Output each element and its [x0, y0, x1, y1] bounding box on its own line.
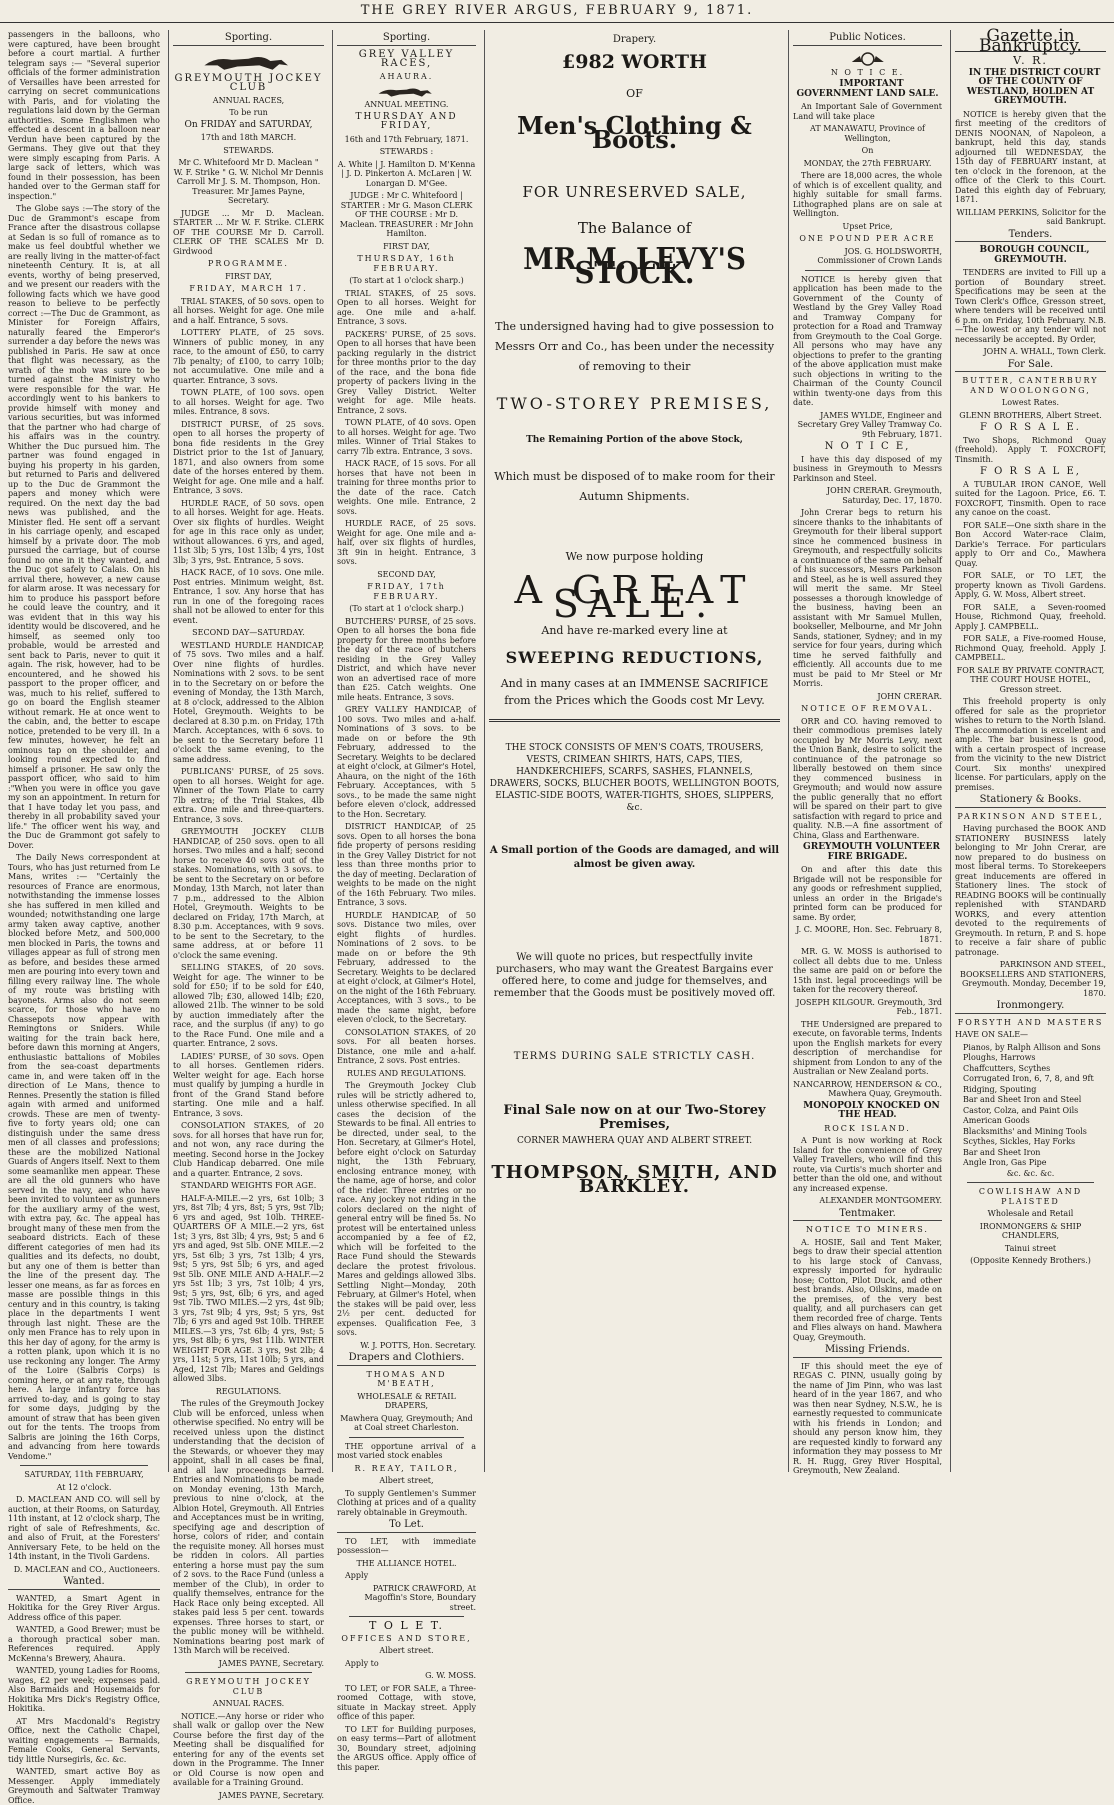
hotel-sale-body: This freehold property is only offered for sale as the proprietor wishes to return to the North Island. The accommodation is excellent and ample. The bar business is good, with a certain prospect of increase from the vicinity to the new District Court. Six months' unexpired license. For particulars, apply on the premises. — [955, 697, 1106, 792]
ad-quote-prices: We will quote no prices, but respectfully invite purchasers, who may want the Greatest Bargains ever offered here, to come and judge for themselves, and remember that the Goods must be positively moved off. — [493, 952, 776, 999]
land-sale-title: IMPORTANT GOVERNMENT LAND SALE. — [796, 79, 939, 99]
sale-ad: FOR SALE, a Five-roomed House, Richmond Quay, freehold. Apply J. CAMPBELL. — [955, 634, 1106, 662]
ad-of: OF — [626, 87, 643, 100]
section-heading-to-let: To Let. — [337, 1520, 476, 1533]
sale-ad: FOR SALE, a Seven-roomed House, Richmond Quay, freehold. Apply J. CAMPBELL. — [955, 602, 1106, 631]
to-let-ad: TO LET, with immediate possession— — [337, 1536, 476, 1555]
news-paragraph: passengers in the balloons, who were captured, have been brought before a court martial. A further telegram says :— "Several superior officials of the former administration of Versailles have been arrested for carrying on secret communications with Paris, and for violating the regulations laid down by the German authorities. Some Englishmen who effected a descent in a balloon near Verdun have been captured by the Germans. They give out that they were simply escaping from Paris. A large sack of letters, which was found in their possession, has been handed over to the German staff for inspection." — [8, 30, 160, 201]
column-sporting-ahaura — [332, 30, 480, 1772]
day-time: (To start at 1 o'clock sharp.) — [349, 276, 464, 285]
column-public-notices — [788, 30, 946, 1475]
butter-signature: GLENN BROTHERS, Albert Street. — [959, 410, 1102, 420]
race-title: GREY VALLEY RACES, — [358, 48, 455, 69]
ad-corner-address: CORNER MAWHERA QUAY AND ALBERT STREET. — [516, 1136, 753, 1146]
programme-heading: PROGRAMME. — [208, 259, 289, 268]
to-let-name: THE ALLIANCE HOTEL. — [356, 1558, 457, 1568]
ad-final-sale: Final Sale now on at our Two-Storey Premises, — [503, 1103, 766, 1132]
crerar-body: I have this day disposed of my business in Greymouth to Messrs Parkinson and Steel. — [793, 454, 942, 483]
rules-text: The Greymouth Jockey Club rules will be strictly adhered to, unless otherwise specified. In all cases the decision of the Stewards to be final. All entries to be directed, under seal, to the Hon. Secretary, at Gilmer's Hotel, before eight o'clock on Saturday night, the 13th February, enclosing entrance money, with the name, age of horse, and color of the rider. Three entries or no race. Any jockey not riding in the colors declared on the night of general entry will be fined 5s. No protest will be entertained unless accompanied by a fee of £2, which will be forfeited to the Race Fund should the Stewards declare the protest frivolous. Mares and geldings allowed 3lbs. Settling Night—Monday, 20th February, at Gilmer's Hotel, when the stakes will be paid over, less 2½ per cent. deducted for expenses. Qualification Fee, 3 sovs. — [337, 1081, 476, 1337]
column-gazette — [950, 26, 1110, 1472]
tentmaker-body: A. HOSIE, Sail and Tent Maker, begs to draw their special attention to his large stock of Canvass, expressly imported for hydraulic hose; Cotton, Pilot Duck, and other best brands. Also, Oilskins, made on the premises, of the very best quality, and all purchasers can get them recorded free of charge. Tents and Flies always on hand. Mawhera Quay, Greymouth. — [793, 1237, 942, 1342]
ironmongery-item: Chaffcutters, Scythes — [963, 1063, 1051, 1073]
masthead: THE GREY RIVER ARGUS, FEBRUARY 9, 1871. — [0, 0, 1114, 23]
stewards-heading: STEWARDS : — [379, 147, 434, 156]
race-item: TOWN PLATE, of 40 sovs. Open to all horses. Weight for age. Two miles. Winner of Trial Stakes to carry 7lb extra. Entrance, 3 sovs. — [337, 418, 476, 456]
drapers-address: Mawhera Quay, Greymouth; And at Coal street Charleston. — [340, 1413, 473, 1432]
ironmongery-item: Angle Iron, Gas Pipe — [963, 1158, 1047, 1167]
race-item: DISTRICT PURSE, of 25 sovs. open to all horses the property of bona fide residents in the Grey District prior to the 1st of January, 1871, and also owners from some date of the horses entered by them. Weight for age. One mile and a half. Entrance, 3 sovs. — [173, 419, 324, 495]
monopoly-title: MONOPOLY KNOCKED ON THE HEAD. — [803, 1100, 940, 1120]
race-subtitle: To be run — [229, 108, 268, 117]
ironmongery-title: FORSYTH AND MASTERS — [957, 1017, 1104, 1027]
section-heading-ironmongery: Ironmongery. — [955, 1001, 1106, 1014]
race-item: WESTLAND HURDLE HANDICAP, of 75 sovs. Two miles and a half. Over nine flights of hurdles. Nominations with 2 sovs. to be sent in to the Secretary on or before the evening of Monday, the 13th March, at 8 o'clock, addressed to the Albion Hotel, Greymouth. Weights to be declared at 8.30 p.m. on Friday, 17th March. Acceptances, with 6 sovs. to be sent to the Secretary before 11 o'clock the same evening, to the same address. — [173, 640, 324, 764]
ad-remaining-portion: The Remaining Portion of the above Stock, — [526, 435, 743, 445]
stewards-list: Mr C. Whitefoord Mr D. Maclean " W. F. Strike " G. W. Nichol Mr Dennis Carroll Mr J. S. M. Thompson, Hon. Treasurer. Mr James Payne, Secretary. — [173, 158, 324, 205]
meeting-heading: ANNUAL MEETING. — [364, 100, 449, 109]
day-date: THURSDAY, 16th FEBRUARY. — [357, 254, 456, 273]
nancarrow-signature: NANCARROW, HENDERSON & CO., Mawhera Quay, Greymouth. — [793, 1079, 942, 1098]
divider — [349, 1437, 464, 1438]
drapers-title: THOMAS AND M'BEATH, — [366, 1369, 447, 1388]
court-heading: IN THE DISTRICT COURT OF THE COUNTY OF WESTLAND, HOLDEN AT GREYMOUTH. — [966, 67, 1101, 106]
divider — [967, 1182, 1094, 1183]
ironmongery-item: &c. &c. &c. — [1006, 1168, 1055, 1178]
sale-ad: FOR SALE, or TO LET, the property known as Tivoli Gardens. Apply, G. W. Moss, Albert street. — [955, 571, 1106, 599]
section-heading-for-sale: For Sale. — [955, 360, 1106, 373]
nancarrow-notice: THE Undersigned are prepared to execute, on favorable terms, Indents upon the English markets for every description of merchandise for shipment from London to any of the Australian or New Zealand ports. — [793, 1019, 942, 1076]
race-item: GREY VALLEY HANDICAP, of 100 sovs. Two miles and a-half. Nominations of 3 sovs. to be made on or before the 9th February, addressed to the Secretary. Weights to be declared at eight o'clock, at Gilmer's Hotel, Ahaura, on the night of the 16th February. Acceptances, with 5 sovs., to be made the same night before eleven o'clock, addressed to the Hon. Secretary. — [337, 705, 477, 819]
land-sale-signature: JOS. G. HOLDSWORTH, Commissioner of Crown Lands — [817, 246, 942, 265]
weights-heading: STANDARD WEIGHTS FOR AGE. — [180, 1181, 317, 1190]
news-paragraph: The Daily News correspondent at Tours, who has just returned from Le Mans, writes :— "Certainly the resources of France are enormous, notwithstanding the immense losses she has suffered in men killed and wounded; notwithstanding one large army taken away captive, another blocked before Metz, and 500,000 men blocked in Paris, the towns and villages appear as full of strong men as before, and besides these armed men are pouring into every town and filling every railway line. The whole of my route was bristling with bayonets. Arms also do not seem scarce, for those who have no Chassepots now appear with Remingtons or Sniders. While waiting for the train back here, before dawn this morning at Angers, enthusiastic battalions of Mobiles from the sea-coast departments came in, and were taken off in the direction of Le Mans, thence to Rennes. Presently the station is filled again with armed and uniformed crowds. These are men of twenty-five to forty years old; one can distinguish under the same dress men of all classes and professions; these are the mobilized National Guards of Angers itself. Next to them some seamanlike men appear. These are all the old gunners who have served in the navy, and who have been invited to volunteer as gunners for the auxiliary army of the west, with extra pay, &c. The appeal has brought many of these men from the seaboard districts. Each of these different categories of men had its qualities and its defects, no doubt, but any one of them is better than the line of the present day. The lesser one means, as far as forces en masse are possible things in this century and in this country, is taking place in the departments I went through last night. These are the only men France has to rely upon in this her day of agony, for the army is a rotten plank, upon which it is no use reckoning any longer. The Army of the Loire (Salbris Corps) is coming here, or at any rate, through here. A large infantry force has arrived to-day, and is going to stay for some days, judging by the amount of straw that has been given out for the tents. The troops from Salbris are joining the 16th Corps, and advancing from here towards Vendome." — [8, 853, 160, 1461]
day-heading: FIRST DAY, — [225, 271, 272, 281]
race-item: HURDLE HANDICAP, of 50 sovs. Distance two miles, over eight flights of hurdles. Nominations of 2 sovs. to be made on or before the 9th February, addressed to the Secretary. Weights to be declared at eight o'clock, at Gilmer's Hotel, on the night of the 16th February. Acceptances, with 3 sovs., to be made the same night, before eleven o'clock, to the Secretary. — [337, 910, 477, 1024]
wanted-ad: WANTED, a Good Brewer; must be a thorough practical sober man. References required. Apply McKenna's Brewery, Ahaura. — [8, 1625, 160, 1663]
race-item: PUBLICANS' PURSE, of 25 sovs. open to all horses. Weight for age. Winner of the Town Plate to carry 7lb extra; of the Trial Stakes, 4lb extra. One mile and three-quarters. Entrance, 3 sovs. — [173, 767, 324, 824]
day-heading: SECOND DAY, — [377, 569, 436, 579]
auction-date: SATURDAY, 11th FEBRUARY, — [24, 1470, 144, 1479]
section-heading-tenders: Tenders. — [955, 230, 1106, 243]
ironmongery-sub: HAVE ON SALE— — [955, 1030, 1029, 1039]
ironmongery-item: Corrugated Iron, 6, 7, 8, and 9ft — [963, 1074, 1094, 1083]
fire-brigade-title: GREYMOUTH VOLUNTEER FIRE BRIGADE. — [803, 842, 940, 862]
divider — [20, 1465, 148, 1466]
land-price-heading: Upset Price, — [842, 221, 893, 231]
tailor-name: R. REAY, TAILOR, — [354, 1463, 459, 1473]
ad-body-possession: The undersigned having had to give possession to Messrs Orr and Co., has been under the necessity of removing to their — [494, 320, 775, 373]
ad-terms: TERMS DURING SALE STRICTLY CASH. — [513, 1051, 756, 1062]
crerar-thanks: John Crerar begs to return his sincere thanks to the inhabitants of Greymouth for their liberal support since he commenced business in Greymouth, and respectfully solicits a continuance of the same on behalf of his successors, Messrs Parkinson and Steel, as he is well assured they will merit the same. Mr Steel possesses a thorough knowledge of the business, having been an assistant with Mr Samuel Mullen, bookseller, Melbourne, and Mr John Sands, stationer, Sydney; and in my service for four years, during which time he served faithfully and efficiently. All accounts due to me must be paid to Mr Steel or Mr Morris. — [793, 508, 942, 688]
auction-signature: D. MACLEAN and CO., Auctioneers. — [13, 1564, 160, 1574]
hotel-sale-title: FOR SALE BY PRIVATE CONTRACT, THE COURT HOUSE HOTEL, Gresson street. — [956, 665, 1105, 694]
column-sporting-greymouth — [168, 30, 328, 1800]
stewards-list: A. White | J. Hamilton D. M'Kenna | J. D. Pinkerton A. McLaren | W. Lonargan D. M'Gee. — [337, 159, 476, 188]
race-item: LOTTERY PLATE, of 25 sovs. Winners of public money, in any race, to the amount of £50, to carry 7lb penalty; of £100, to carry 10lb; not accumulative. One mile and a quarter. Entrance, 3 sovs. — [173, 328, 324, 385]
ad-headline-levy-stock: MR M. LEVY'S STOCK. — [523, 242, 746, 291]
tailor-street: Albert street, — [379, 1476, 434, 1485]
to-let-apply: Apply — [345, 1571, 369, 1580]
sale-title: F O R S A L E, — [980, 466, 1081, 477]
race-item: HURDLE RACE, of 50 sovs. open to all horses. Weight for age. Heats. Over six flights of hurdles. Weight for age in this race only as under, without allowances. 6 yrs, and aged, 11st 3lb; 5 yrs, 10st 13lb; 4 yrs, 10st 3lb; 3 yrs, 9st. Entrance, 5 sovs. — [173, 498, 324, 565]
to-let-signature: PATRICK CRAWFORD, At Magoffin's Store, Boundary street. — [364, 1583, 476, 1612]
to-let-body: OFFICES AND STORE, — [341, 1633, 472, 1643]
race-subtitle: ANNUAL RACES, — [212, 95, 285, 105]
ironmongery-item: Scythes, Sickles, Hay Forks — [963, 1137, 1076, 1146]
column-drapery-ad — [484, 30, 784, 1472]
ad-sacrifice: And in many cases at an IMMENSE SACRIFICE from the Prices which the Goods cost Mr Levy. — [500, 677, 769, 707]
removal-title: NOTICE OF REMOVAL. — [801, 704, 934, 713]
tenders-title: BOROUGH COUNCIL, GREYMOUTH. — [979, 245, 1090, 265]
wanted-ad: WANTED, young Ladies for Rooms, wages, £2 per week; expenses paid. Also Barmaids and Housemaids for Hokitika Mrs Dick's Registry Office, Hokitika. — [8, 1666, 160, 1713]
sale-title: F O R S A L E. — [980, 422, 1081, 433]
drapers-subtitle: WHOLESALE & RETAIL DRAPERS, — [357, 1391, 456, 1410]
race-title: GREYMOUTH JOCKEY CLUB — [174, 72, 323, 93]
ad-damaged-goods: A Small portion of the Goods are damaged, and will almost be given away. — [489, 845, 780, 870]
removal-body: ORR and CO. having removed to their commodious premises lately occupied by Mr Morris Levy, next the Union Bank, desire to solicit the continuance of the patronage so liberally bestowed on them since they commenced business in Greymouth; and would now assure the public generally that no effort will be spared on their part to give satisfaction with regard to price and quality. N.B.—A fine assortment of China, Glass and Earthenware. — [793, 716, 942, 840]
monopoly-subtitle: ROCK ISLAND. — [824, 1123, 911, 1133]
ad-great-sale: A GREAT SALE. — [514, 568, 755, 626]
land-sale-details: There are 18,000 acres, the whole of which is of excellent quality, and highly suitable for small farms. Lithographed plans are on sale at Wellington. — [793, 171, 942, 218]
race-item: TRIAL STAKES, of 50 sovs. open to all horses. Weight for age. One mile and a half. Entrance, 5 sovs. — [173, 296, 324, 325]
tailor-intro: THE opportune arrival of a most varied stock enables — [337, 1441, 476, 1460]
race-item: DISTRICT HANDICAP, of 25 sovs. Open to all horses the bona fide property of persons residing in the Grey Valley District for not less than three months prior to the day of meeting. Declaration of weights to be made on the night of the 16th February. Two miles. Entrance, 3 sovs. — [337, 822, 476, 907]
race-item: HACK RACE, of 15 sovs. For all horses that have not been in training for three months prior to the date of the race. Catch weights. One mile. Entrance, 2 sovs. — [337, 459, 476, 516]
crerar-signature: JOHN CRERAR. Greymouth, Saturday, Dec. 17, 1870. — [826, 486, 942, 505]
tenders-body: TENDERS are invited to Fill up a portion of Boundary street. Specifications may be seen at the Town Clerk's Office, Gresson street, where tenders will be received until 6 p.m. on Friday, 10th February. N.B.—The lowest or any tender will not necessarily be accepted. By Order, — [955, 268, 1106, 344]
butter-title: BUTTER, CANTERBURY AND WOOLONGONG, — [962, 376, 1099, 395]
auction-body: D. MACLEAN AND CO. will sell by auction, at their Rooms, on Saturday, 11th instant, at 12 o'clock sharp, The right of sale of Refreshments, &c. and also of Fruit, at the Foresters' Anniversary Fete, to be held on the 14th instant, in the Tivoli Gardens. — [8, 1495, 160, 1561]
to-let-signature: G. W. MOSS. — [425, 1671, 476, 1680]
land-sale-date: MONDAY, the 27th FEBRUARY. — [803, 158, 932, 168]
race-item: GREYMOUTH JOCKEY CLUB HANDICAP, of 250 sovs. open to all horses. Two miles and a half; second horse to receive 40 sovs out of the stakes. Nominations, with 3 sovs. to be sent to the Secretary on or before Monday, 13th March, not later than 7 p.m., addressed to the Albion Hotel, Greymouth. Weights to be declared on Friday, 17th March, at 8.30 p.m. Acceptances, with 9 sovs. to be sent to the Secretary, to the same address, at or before 11 o'clock the same evening. — [173, 827, 324, 960]
cowlishaw-title: COWLISHAW AND PLAISTED — [978, 1187, 1083, 1206]
sale-ad: FOR SALE—One sixth share in the Bon Accord Water-race Claim, Darkie's Terrace. For particulars apply to Orr and Co., Mawhera Quay. — [955, 520, 1106, 568]
tramway-signature: JAMES WYLDE, Engineer and Secretary Grey Valley Tramway Co. 9th February, 1871. — [797, 410, 942, 439]
ad-firm-name: THOMPSON, SMITH, AND BARKLEY. — [491, 1162, 778, 1197]
wanted-ad: WANTED, a Smart Agent in Hokitika for the Grey River Argus. Address office of this paper. — [8, 1593, 160, 1622]
divider — [349, 1616, 464, 1617]
ad-headline-worth: £982 WORTH — [562, 51, 707, 73]
section-heading-sporting: Sporting. — [337, 33, 476, 46]
race-dates: 16th and 17th February, 1871. — [344, 134, 469, 144]
regulations-signature: JAMES PAYNE, Secretary. — [218, 1658, 324, 1668]
race-item: SELLING STAKES, of 20 sovs. Weight for age. The winner to be sold for £50; if to be sold for £40, allowed 7lb; £30, allowed 14lb; £20, allowed 21lb. The winner to be sold by auction immediately after the race, and the surplus (if any) to go to the Race Fund. One mile and a quarter. Entrance, 2 sovs. — [173, 963, 324, 1048]
ironmongery-item: Blacksmiths' and Mining Tools — [963, 1126, 1087, 1136]
ad-unreserved-sale: FOR UNRESERVED SALE, — [522, 183, 747, 201]
section-heading-drapers: Drapers and Clothiers. — [337, 1353, 476, 1366]
race-item: CONSOLATION STAKES, of 20 sovs. For all beaten horses. Distance, one mile and a-half. Entrance, 2 sovs. Post entries. — [337, 1027, 476, 1065]
day-date: FRIDAY, MARCH 17. — [189, 284, 308, 293]
race-item: HURDLE RACE, of 25 sovs. Weight for age. One mile and a-half, over six flights of hurdles, 3ft 9in in height. Entrance, 3 sovs. — [337, 519, 476, 566]
officials-list: JUDGE : Mr C. Whitefoord | STARTER : Mr G. Mason CLERK OF THE COURSE : Mr D. Maclean. TREASURER : Mr John Hamilton. — [339, 191, 474, 238]
ad-autumn-shipments: Which must be disposed of to make room for their Autumn Shipments. — [494, 470, 775, 503]
butter-sub: Lowest Rates. — [1001, 398, 1060, 407]
ad-headline-clothing: Men's Clothing & Boots. — [517, 111, 752, 154]
ironmongery-item: Bar and Sheet Iron — [963, 1147, 1041, 1157]
section-heading-wanted: Wanted. — [8, 1577, 160, 1590]
section-heading-gazette: Gazette in Bankruptcy. — [955, 32, 1106, 52]
land-sale-body: An Important Sale of Government Land will take place — [793, 102, 942, 121]
ironmongery-item: Bar and Sheet Iron and Steel — [963, 1095, 1082, 1104]
notice-body: NOTICE.—Any horse or rider who shall walk or gallop over the New Course before the first day of the Meeting shall be disqualified for entering for any of the events set down in the Programme. The Inner or Old Course is now open and available for a Training Ground. — [173, 1711, 324, 1787]
fire-brigade-body: On and after this date this Brigade will not be responsible for any goods or refreshment supplied, unless an order in the Brigade's printed form can be produced for same. By order, — [793, 865, 942, 922]
divider — [805, 270, 930, 271]
race-item: PACKERS' PURSE, of 25 sovs. Open to all horses that have been packing regularly in the district for three months prior to the day of the race, and the bona fide property of packers living in the Grey Valley District. Welter weight for age. Mile heats. Entrance, 2 sovs. — [337, 329, 476, 415]
regulations-text: The rules of the Greymouth Jockey Club will be enforced, unless when otherwise specified. No entry will be received unless upon the distinct understanding that the decision of the Stewards, or whoever they may appoint, shall in all cases be final, and all law proceedings barred. Entries and Nominations to be made on Monday evening, 13th March, previous to nine o'clock, at the Albion Hotel, Greymouth. All Entries and Acceptances must be in writing, specifying age and description of horse, colors of rider, and contain the requisite money. All horses must be ridden in colors. All parties entering a horse must pay the sum of 2 sovs. to the Race Fund (unless a member of the Club), in order to qualify themselves, entrance for the Hack Race only being excepted. All stakes paid less 5 per cent. towards expenses. Three horses to start, or the public money will be withheld. Nominations bearing post mark of 13th March will be received. — [173, 1399, 324, 1655]
divider — [185, 1672, 312, 1673]
cowlishaw-sub: Wholesale and Retail — [987, 1209, 1074, 1218]
crerar-title: N O T I C E, — [824, 441, 911, 452]
sale-ad: Two Shops, Richmond Quay (freehold). Apply T. FOXCROFT, Tinsmith. — [955, 435, 1106, 464]
section-heading-tentmaker: Tentmaker. — [793, 1209, 942, 1222]
race-dates: On FRIDAY and SATURDAY, — [184, 119, 313, 130]
stewards-heading: STEWARDS. — [223, 145, 274, 155]
day-heading: SECOND DAY—SATURDAY. — [192, 628, 305, 637]
rules-heading: RULES AND REGULATIONS. — [346, 1068, 467, 1078]
royal-crest-icon — [838, 50, 898, 66]
books-signature: PARKINSON AND STEEL, BOOKSELLERS AND STATIONERS, Greymouth. Monday, December 19, 1870. — [959, 960, 1106, 998]
cowlishaw-body: IRONMONGERS & SHIP CHANDLERS, — [979, 1221, 1082, 1240]
tenders-signature: JOHN A. WHALL, Town Clerk. — [983, 347, 1106, 356]
bankruptcy-notice: NOTICE is hereby given that the first meeting of the creditors of DENIS NOONAN, of Napoleon, a bankrupt, held this day, stands adjourned till WEDNESDAY, the 15th day of FEBRUARY instant, at ten o'clock in the forenoon, at the office of the Clerk to this Court. Dated this eighth day of February, 1871. — [955, 109, 1106, 204]
vr-monogram: V. R. — [1013, 54, 1048, 67]
race-item: BUTCHERS' PURSE, of 25 sovs. Open to all horses the bona fide property for three months before the day of the race of butchers residing in the Grey Valley District, and which have never won an advertised race of more than £25. Catch weights. One mile heats. Entrance, 3 sovs. — [337, 616, 476, 702]
ironmongery-item: Ploughs, Harrows — [963, 1053, 1036, 1062]
to-let-ad: TO LET for Building purposes, on easy terms—Part of allotment 30, Boundary street, adjoining the ARGUS office. Apply office of this paper. — [337, 1724, 476, 1772]
ad-remarked: And have re-marked every line at — [541, 624, 728, 637]
ironmongery-item: Castor, Colza, and Paint Oils — [963, 1105, 1079, 1115]
land-sale-place: AT MANAWATU, Province of Wellington, — [809, 124, 926, 143]
crerar-signature: JOHN CRERAR. — [877, 691, 942, 701]
wanted-ad: AT Mrs Macdonald's Registry Office, next the Catholic Chapel, waiting engagements — Barmaids, Female Cooks, General Servants, tidy little Nursegirls, &c. &c. — [8, 1716, 160, 1764]
day-time: (To start at 1 o'clock sharp.) — [349, 604, 464, 613]
missing-friends-body: IF this should meet the eye of REGAS C. PINN, usually going by the name of Jim Pinn, who was last heard of in the year 1867, and who was then near Sydney, N.S.W., he is earnestly requested to communicate with his friends in London; and should any person know him, they are requested kindly to forward any information they may possess to Mr R. H. Rugg, Grey River Hospital, Greymouth, New Zealand. — [793, 1361, 942, 1475]
books-body: Having purchased the BOOK AND STATIONERY BUSINESS lately belonging to Mr John Crerar, are now prepared to do business on most liberal terms. To Storekeepers great inducements are offered in Stationery lines. The stock of READING BOOKS will be continually replenished with STANDARD WORKS, and every attention devoted to the requirements of Greymouth. In return, P. and S. hope to receive a fair share of public patronage. — [955, 824, 1106, 957]
day-date: FRIDAY, 17th FEBRUARY. — [367, 582, 446, 601]
tramway-notice: NOTICE is hereby given that application has been made to the Government of the County of Westland by the Grey Valley Road and Tramway Company for protection for a Road and Tramway from Greymouth to the Coal Gorge. All persons who may have any objections to prefer to the granting of the above application must make such objections in writing to the Chairman of the County Council within twenty-one days from this date. — [793, 274, 942, 407]
race-item: LADIES' PURSE, of 30 sovs. Open to all horses. Gentlemen riders. Welter weight for age. Each horse must qualify by jumping a hurdle in front of the Grand Stand before starting. One mile and a half. Entrance, 3 sovs. — [173, 1051, 324, 1118]
race-subtitle: AHAURA. — [379, 71, 434, 81]
monopoly-signature: ALEXANDER MONTGOMERY. — [819, 1196, 942, 1205]
to-let-ad: TO LET, or FOR SALE, a Three-roomed Cottage, with stove, situate in Mackay street. Apply office of this paper. — [337, 1683, 476, 1721]
notice-title: N O T I C E. — [830, 67, 905, 77]
racehorse-engraving — [188, 50, 309, 72]
race-item: TOWN PLATE, of 100 sovs. open to all horses. Weight for age. Two miles. Entrance, 8 sovs. — [173, 388, 324, 416]
notice-signature: JAMES PAYNE, Secretary. — [218, 1790, 324, 1800]
land-sale-on: On — [861, 146, 874, 155]
news-paragraph: The Globe says :—The story of the Duc de Grammont's escape from France after the disastrous collapse at Sedan is so full of romance as to make us feel doubtful whether we are really living in the matter-of-fact nineteenth Century. It is, at all events, worthy of being preserved, and we present our readers with the following facts which we have good reason to believe to be perfectly correct :—The Duc de Grammont, as Minister for Foreign Affairs, naturally feared the Emperor's surrender a day before the news was published in Paris. He saw at once that flight was necessary, as the wrath of the mob was sure to be turned against the Ministry who were responsible for the war. He accordingly went to his bankers to provide himself with money and various securities, but was informed that the partner who had charge of his affairs was in the country. Whither the Duc pursued him. The partner was found engaged in buying his property in his garden, but returned to Paris and delivered up to the Duc de Grammont the papers and money which were required. On the next day the bad news was published, and the Minister fled. He sent off a servant in his carriage openly, and escaped himself by a private door. The mob pursued the carriage, but of course found no one in it they wanted, and the Duc got safely to Calais. On his arrival there, however, a new cause for alarm arose. It was necessary for him to produce his passport before he could leave the country, and it was evident that in this way his identity would be discovered, and he himself, as seemed only too probable, would be arrested and sent back to Paris, never to quit it again. The risk, however, had to be encountered, and he showed his passport to the proper officer, and was, much to his relief, suffered to go on board the English steamer without remark. He at once went to the cabin, and, the better to escape notice, pretended to be very ill. In a few minutes, however, he felt an ominous tap on the shoulder, and looking round expected to find himself a prisoner. He saw only the passport officer, who said to him :"When you were in office you gave my son an appointment. In return for that I have today let you pass, and thereby in all probability saved your life." The officer went his way, and the Duc de Grammont got safely to Dover. — [8, 204, 160, 850]
to-let-apply: Apply to — [345, 1658, 379, 1668]
day-heading: FIRST DAY, — [383, 241, 430, 251]
cowlishaw-note: (Opposite Kennedy Brothers.) — [970, 1256, 1091, 1265]
section-heading-books: Stationery & Books. — [955, 795, 1106, 808]
to-let-street: Albert street. — [379, 1646, 434, 1655]
moss-signature: JOSEPH KILGOUR. Greymouth, 3rd Feb., 1871. — [796, 997, 942, 1016]
race-dates: 17th and 18th MARCH. — [200, 133, 297, 142]
monopoly-body: A Punt is now working at Rock Island for the convenience of Grey Valley Travellers, who will find this route, via Curtis's much shorter and better than the old one, and without any increased expense. — [793, 1136, 942, 1193]
ad-sweeping-reductions: SWEEPING REDUCTIONS, — [505, 648, 764, 667]
ad-balance-of: The Balance of — [577, 219, 692, 237]
auction-time: At 12 o'clock. — [56, 1482, 112, 1492]
ad-purpose-holding: We now purpose holding — [565, 550, 704, 563]
cowlishaw-street: Tainui street — [1004, 1243, 1057, 1253]
weights-table: HALF-A-MILE.—2 yrs, 6st 10lb; 3 yrs, 8st 7lb; 4 yrs, 8st; 5 yrs, 9st 7lb; 6 yrs and aged, 9st 10lb. THREE-QUARTERS OF A MILE.—2 yrs, 6st 1st; 3 yrs, 8st 3lb; 4 yrs, 9st; 5 and 6 yrs and aged, 9st 5lb. ONE MILE.—2 yrs, 5st 6lb; 3 yrs, 7st 13lb; 4 yrs, 9st; 5 yrs, 9st 5lb; 6 yrs, and aged 9st 5lb. ONE MILE AND A-HALF.—2 yrs 5st 1lb; 3 yrs, 7st 10lb; 4 yrs, 9st; 5 yrs, 9st, 6lb; 6 yrs, and aged 9st 7lb. TWO MILES.—2 yrs, 4st 9lb; 3 yrs, 7st 9lb; 4 yrs, 9st; 5 yrs, 9st 7lb; 6 yrs and aged 9st 10lb. THREE MILES.—3 yrs, 7st 6lb; 4 yrs, 9st; 5 yrs, 9st 8lb; 6 yrs, 9st 11lb. WINTER WEIGHT FOR AGE. 3 yrs, 9st 2lb; 4 yrs, 11st; 5 yrs, 11st 10lb; 5 yrs, and Aged, 12st 7lb; Mares and Geldings allowed 3lbs. — [173, 1193, 324, 1383]
ironmongery-item: Pianos, by Ralph Allison and Sons — [963, 1042, 1101, 1052]
books-title: PARKINSON AND STEEL, — [957, 811, 1104, 821]
race-item: CONSOLATION STAKES, of 20 sovs. for all horses that have run for, and not won, any race during the meeting. Second horse in the Jockey Club Handicap debarred. One mile and a quarter. Entrance, 2 sovs. — [173, 1121, 324, 1178]
fire-brigade-signature: J. C. MOORE, Hon. Sec. February 8, 1871. — [796, 925, 942, 944]
regulations-heading: REGULATIONS. — [215, 1386, 282, 1396]
section-heading-missing-friends: Missing Friends. — [793, 1345, 942, 1358]
ironmongery-item: Ridging, Spouting — [963, 1084, 1037, 1094]
race-item: TRIAL STAKES, of 25 sovs. Open to all horses. Weight for age. One mile and a-half. Entrance, 3 sovs. — [337, 288, 476, 326]
divider — [489, 719, 780, 722]
tentmaker-title: NOTICE TO MINERS. — [806, 1225, 929, 1234]
moss-notice: MR. G. W. MOSS is authorised to collect all debts due to me. Unless the same are paid on or before the 15th inst. legal proceedings will be taken for the recovery thereof. — [793, 947, 942, 994]
to-let-title: T O L E T. — [369, 1619, 444, 1632]
column-news — [4, 30, 164, 1805]
tailor-body: To supply Gentlemen's Summer Clothing at prices and of a quality rarely obtainable in Greymouth. — [337, 1488, 476, 1517]
ad-stock-list: THE STOCK CONSISTS OF MEN'S COATS, TROUSERS, VESTS, CRIMEAN SHIRTS, HATS, CAPS, TIES, HANDKERCHIEFS, SCARFS, SASHES, FLANNELS, DRAWERS, SOCKS, BLUCHER BOOTS, WELLINGTON BOOTS, ELASTIC-SIDE BOOTS, WATER-TIGHTS, SHOES, SLIPPERS, &c. — [489, 743, 780, 813]
ad-two-storey-premises: TWO-STOREY PREMISES, — [496, 394, 773, 413]
notice-title: GREYMOUTH JOCKEY CLUB — [186, 1677, 311, 1696]
section-heading-sporting: Sporting. — [173, 33, 324, 46]
notice-subtitle: ANNUAL RACES. — [212, 1699, 285, 1708]
sale-ad: A TUBULAR IRON CANOE, Well suited for the Lagoon. Price, £6. T. FOXCROFT, Tinsmith. Open to race any canoe on the coast. — [955, 479, 1106, 517]
race-dates: THURSDAY AND FRIDAY, — [355, 111, 458, 131]
race-item: HACK RACE, of 10 sovs. One mile. Post entries. Minimum weight, 8st. Entrance, 1 sov. Any horse that has run in one of the foregoing races shall not be allowed to enter for this event. — [173, 568, 324, 625]
racehorse-engraving — [351, 84, 462, 98]
land-price: ONE POUND PER ACRE — [799, 234, 936, 243]
section-heading-public-notices: Public Notices. — [793, 33, 942, 46]
officials-list: JUDGE ... Mr D. Maclean. STARTER ... Mr W. F. Strike. CLERK OF THE COURSE Mr D. Carroll. CLERK OF THE SCALES Mr D. Girdwood — [173, 208, 324, 256]
wanted-ad: WANTED, smart active Boy as Messenger. Apply immediately Greymouth and Saltwater Tramway Office. — [8, 1767, 160, 1805]
section-heading-drapery: Drapery. — [612, 34, 657, 45]
rules-signature: W. J. POTTS, Hon. Secretary. — [360, 1340, 476, 1350]
ironmongery-item: American Goods — [963, 1116, 1030, 1125]
bankruptcy-signature: WILLIAM PERKINS, Solicitor for the said Bankrupt. — [956, 207, 1106, 226]
